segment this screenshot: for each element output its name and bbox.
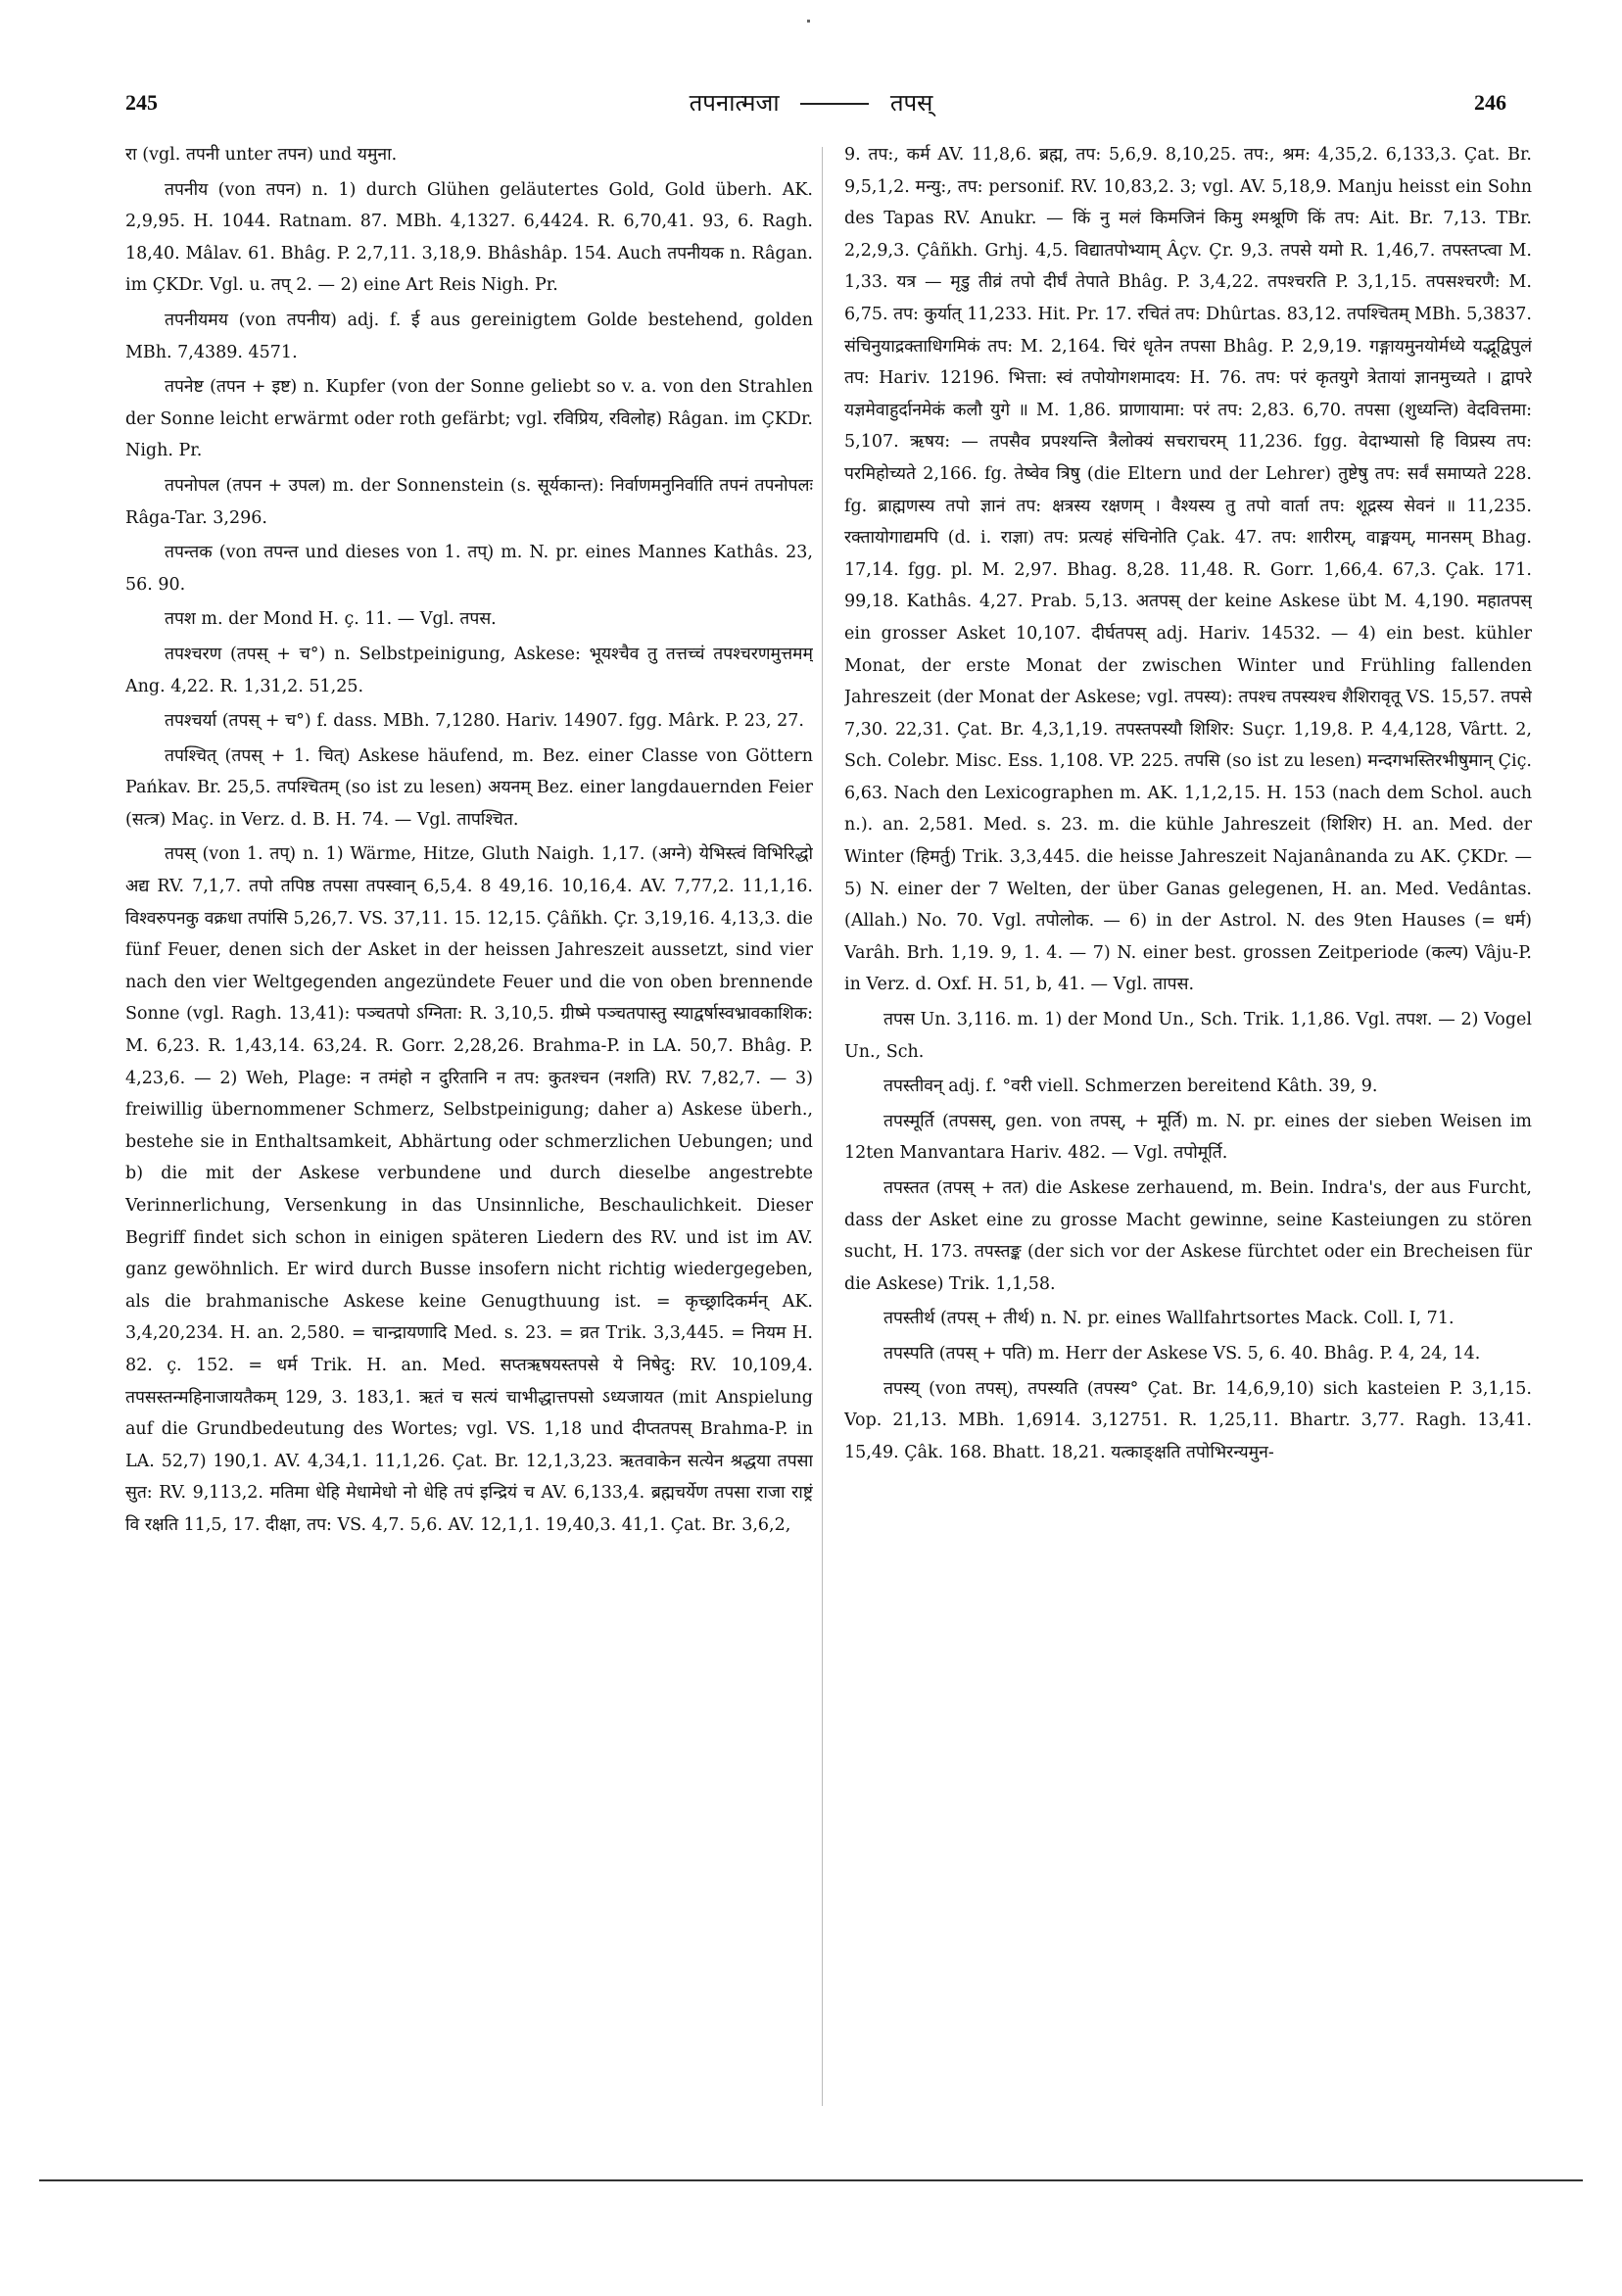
- entry-paragraph: तपस्तीवन् adj. f. °वरी viell. Schmerzen bereitend Kâth. 39, 9.: [883, 1076, 1378, 1097]
- entry-paragraph: 9. तप:, कर्म AV. 11,8,6. ब्रह्म, तप: 5,6,9. 8,10,25. तप:, श्रम: 4,35,2. 6,133,3. Çat. Br. 9,5,1,2. मन्यु:, तप: personif. RV. 10,83,2. 3; vgl. AV. 5,18,9. Manju heisst ein Sohn des Tapas RV. Anukr. — किं नु मलं किमजिनं किमु श्मश्रूणि किं तप: Ait. Br. 7,13. TBr. 2,2,9,3. Çâñkh. Grhj. 4,5. विद्यातपोभ्याम् Âçv. Çr. 9,3. तपसे यमो R. 1,46,7. तपस्तप्त्वा M. 1,33. यत्र — मृडु तीव्रं तपो दीर्घं तेपाते Bhâg. P. 3,4,22. तपश्चरति P. 3,1,15. तपसश्चरणै: M. 6,75. तप: कुर्यात् 11,233. Hit. Pr. 17. रचितं तप: Dhûrtas. 83,12. तपश्चितम् MBh. 5,3837. संचिनुयाद्रक्ताधिगमिकं तप: M. 2,164. चिरं धृतेन तपसा Bhâg. P. 2,9,19. गङ्गायमुनयोर्मध्ये यद्भूद्विपुलं तप: Hariv. 12196. भित्ता: स्वं तपोयोगशमादय: H. 76. तप: परं कृतयुगे त्रेतायां ज्ञानमुच्यते । द्वापरे यज्ञमेवाहुर्दानमेकं कलौ युगे ॥ M. 1,86. प्राणायामा: परं तप: 2,83. 6,70. तपसा (शुध्यन्ति) वेदवित्तमा: 5,107. ऋषय: — तपसैव प्रपश्यन्ति त्रैलोक्यं सचराचरम् 11,236. fgg. वेदाभ्यासो हि विप्रस्य तप: परमिहोच्यते 2,166. fg. तेष्वेव त्रिषु (die Eltern und der Lehrer) तुष्टेषु तप: सर्वं समाप्यते 228. fg. ब्राह्मणस्य तपो ज्ञानं तप: क्षत्रस्य रक्षणम् । वैश्यस्य तु तपो वार्ता तप: शूद्रस्य सेवनं ॥ 11,235. रक्तायोगाद्यमपि (d. i. राज्ञा) तप: प्रत्यहं संचिनोति Çak. 47. तप: शारीरम्, वाङ्मयम्, मानसम् Bhag. 17,14. fgg. pl. M. 2,97. Bhag. 8,28. 11,48. R. Gorr. 1,66,4. 67,3. Çak. 171. 99,18. Kathâs. 4,27. Prab. 5,13. अतपस् der keine Askese übt M. 4,190. महातपस् ein grosser Asket 10,107. दीर्घतपस् adj. Hariv. 14532. — 4) ein best. kühler Monat, der erste Monat der zwischen Winter und Frühling fallenden Jahreszeit (der Monat der Askese; vgl. तपस्य): तपश्च तपस्यश्च शैशिरावृतू VS. 15,57. तपसे 7,30. 22,31. Çat. Br. 4,3,1,19. तपस्तपस्यौ शिशिर: Suçr. 1,19,8. P. 4,4,128, Vârtt. 2, Sch. Colebr. Misc. Ess. 1,108. VP. 225. तपसि (so ist zu lesen) मन्दगभस्तिरभीषुमान् Çiç. 6,63. Nach den Lexicographen m. AK. 1,1,2,15. H. 153 (nach dem Schol. auch n.). an. 2,581. Med. s. 23. m. die kühle Jahreszeit (शिशिर) H. an. Med. der Winter (हिमर्तु) Trik. 3,3,445. die heisse Jahreszeit Najanânanda zu AK. ÇKDr. — 5) N. einer der 7 Welten, der über Ganas gelegenen, H. an. Med. Vedântas. (Allah.) No. 70. Vgl. तपोलोक. — 6) in der Astrol. N. des 9ten Hauses (= धर्म) Varâh. Brh. 1,19. 9, 1. 4. — 7) N. einer best. grossen Zeitperiode (कल्प) Vâju-P. in Verz. d. Oxf. H. 51, b, 41. — Vgl. तापस.: [844, 145, 1532, 995]
- entry-paragraph: तपस्य् (von तपस्), तपस्यति (तपस्य° Çat. Br. 14,6,9,10) sich kasteien P. 3,1,15. Vop. 21,13. MBh. 1,6914. 3,12751. R. 1,25,11. Bhartr. 3,77. Ragh. 13,41. 15,49. Çâk. 168. Bhatt. 18,21. यत्काङ्क्षति तपोभिरन्यमुन-: [844, 1378, 1532, 1462]
- entry-paragraph: तपनीय (von तपन) n. 1) durch Glühen geläutertes Gold, Gold überh. AK. 2,9,95. H. 1044. Ratnam. 87. MBh. 4,1327. 6,4424. R. 6,70,41. 93, 6. Ragh. 18,40. Mâlav. 61. Bhâg. P. 2,7,11. 3,18,9. Bhâshâp. 154. Auch तपनीयक n. Râgan. im ÇKDr. Vgl. u. तप् 2. — 2) eine Art Reis Nigh. Pr.: [125, 179, 813, 296]
- entry-paragraph: तपनीयमय (von तपनीय) adj. f. ई aus gereinigtem Golde bestehend, golden MBh. 7,4389. 4571.: [125, 310, 813, 362]
- running-head: [0, 86, 1622, 119]
- scan-mark: [807, 20, 810, 23]
- column-divider: [822, 147, 823, 2106]
- headword-first: तपनात्मजा: [689, 89, 780, 117]
- entry-paragraph: तपश्चरण (तपस् + च°) n. Selbstpeinigung, Askese: भूयश्चैव तु तत्तच्चं तपश्चरणमुत्तमम् Ang. 4,22. R. 1,31,2. 51,25.: [125, 644, 813, 696]
- left-column: [125, 139, 813, 2118]
- right-column: [844, 139, 1532, 2118]
- headword-dash: [800, 103, 869, 105]
- page-number-left: 245: [125, 90, 158, 115]
- entry-paragraph: तपस Un. 3,116. m. 1) der Mond Un., Sch. Trik. 1,1,86. Vgl. तपश. — 2) Vogel Un., Sch.: [844, 1010, 1532, 1062]
- page-number-right: 246: [1474, 90, 1506, 115]
- entry-paragraph: तपस्पति (तपस् + पति) m. Herr der Askese VS. 5, 6. 40. Bhâg. P. 4, 24, 14.: [883, 1343, 1481, 1363]
- entry-paragraph: तपश्चित् (तपस् + 1. चित्) Askese häufend, m. Bez. einer Classe von Göttern Pańkav. Br. 25,5. तपश्चितम् (so ist zu lesen) अयनम् Bez. einer langdauernden Feier (सत्त्र) Maç. in Verz. d. B. H. 74. — Vgl. तापश्चित.: [125, 745, 813, 830]
- entry-paragraph: रा (vgl. तपनी unter तपन) und यमुना.: [125, 145, 398, 165]
- entry-paragraph: तपस्तत (तपस् + तत) die Askese zerhauend, m. Bein. Indra's, der aus Furcht, dass der Asket eine zu grosse Macht gewinne, seine Kasteiungen zu stören sucht, H. 173. तपस्तङ्क (der sich vor der Askese fürchtet oder ein Brecheisen für die Askese) Trik. 1,1,58.: [844, 1178, 1532, 1294]
- entry-paragraph: तपस्मूर्ति (तपसस्, gen. von तपस्, + मूर्ति) m. N. pr. eines der sieben Weisen im 12ten Manvantara Hariv. 482. — Vgl. तपोमूर्ति.: [844, 1111, 1532, 1164]
- headword-last: तपस्: [889, 89, 933, 117]
- entry-paragraph: तपस्तीर्थ (तपस् + तीर्थ) n. N. pr. eines Wallfahrtsortes Mack. Coll. I, 71.: [883, 1309, 1455, 1329]
- entry-paragraph: तपश m. der Mond H. ç. 11. — Vgl. तपस.: [165, 609, 497, 630]
- entry-paragraph: तपस् (von 1. तप्) n. 1) Wärme, Hitze, Gluth Naigh. 1,17. (अग्ने) येभिस्त्वं विभिरिद्धो अद्य RV. 7,1,7. तपो तपिष्ठ तपसा तपस्वान् 6,5,4. 8 49,16. 10,16,4. AV. 7,77,2. 11,1,16. विश्वरुपनकु वक्रधा तपांसि 5,26,7. VS. 37,11. 15. 12,15. Çâñkh. Çr. 3,19,16. 4,13,3. die fünf Feuer, denen sich der Asket in der heissen Jahreszeit aussetzt, sind vier nach den vier Weltgegenden angezündete Feuer und die von oben brennende Sonne (vgl. Ragh. 13,41): पञ्चतपो ऽग्निता: R. 3,10,5. ग्रीष्मे पञ्चतपास्तु स्याद्वर्षास्वभ्रावकाशिक: M. 6,23. R. 1,43,14. 63,24. R. Gorr. 2,28,26. Brahma-P. in LA. 50,7. Bhâg. P. 4,23,6. — 2) Weh, Plage: न तमंहो न दुरितानि न तप: कुतश्चन (नशति) RV. 7,82,7. — 3) freiwillig übernommener Schmerz, Selbstpeinigung; daher a) Askese überh., bestehe sie in Enthaltsamkeit, Abhärtung oder schmerzlichen Uebungen; und b) die mit der Askese verbundene und durch dieselbe angestrebte Verinnerlichung, Versenkung in das Unsinnliche, Beschaulichkeit. Dieser Begriff findet sich schon in einigen späteren Liedern des RV. und ist im AV. ganz gewöhnlich. Er wird durch Busse insofern nicht richtig wiedergegeben, als die brahmanische Askese keine Genugthuung ist. = कृच्छ्रादिकर्मन् AK. 3,4,20,234. H. an. 2,580. = चान्द्रायणादि Med. s. 23. = व्रत Trik. 3,3,445. = नियम H. 82. ç. 152. = धर्म Trik. H. an. Med. सप्तऋषयस्तपसे ये निषेदु: RV. 10,109,4. तपसस्तन्महिनाजायतैकम् 129, 3. 183,1. ऋतं च सत्यं चाभीद्धात्तपसो ऽध्यजायत (mit Anspielung auf die Grundbedeutung des Wortes; vgl. VS. 1,18 und दीप्ततपस् Brahma-P. in LA. 52,7) 190,1. AV. 4,34,1. 11,1,26. Çat. Br. 12,1,3,23. ऋतवाकेन सत्येन श्रद्धया तपसा सुत: RV. 9,113,2. मतिमा धेहि मेधामेधो नो धेहि तपं इन्द्रियं च AV. 6,133,4. ब्रह्मचर्येण तपसा राजा राष्ट्रं वि रक्षति 11,5, 17. दीक्षा, तप: VS. 4,7. 5,6. AV. 12,1,1. 19,40,3. 41,1. Çat. Br. 3,6,2,: [125, 844, 813, 1535]
- footer-rule: [39, 2179, 1583, 2181]
- entry-paragraph: तपश्चर्या (तपस् + च°) f. dass. MBh. 7,1280. Hariv. 14907. fgg. Mârk. P. 23, 27.: [165, 711, 804, 732]
- entry-paragraph: तपन्तक (von तपन्त und dieses von 1. तप्) m. N. pr. eines Mannes Kathâs. 23, 56. 90.: [125, 543, 813, 595]
- entry-paragraph: तपनोपल (तपन + उपल) m. der Sonnenstein (s. सूर्यकान्त): निर्वाणमनुनिर्वाति तपनं तपनोपलः Râga-Tar. 3,296.: [125, 475, 813, 528]
- entry-paragraph: तपनेष्ट (तपन + इष्ट) n. Kupfer (von der Sonne geliebt so v. a. von den Strahlen der Sonne leicht erwärmt oder roth gefärbt; vgl. रविप्रिय, रविलोह) Râgan. im ÇKDr. Nigh. Pr.: [125, 377, 813, 461]
